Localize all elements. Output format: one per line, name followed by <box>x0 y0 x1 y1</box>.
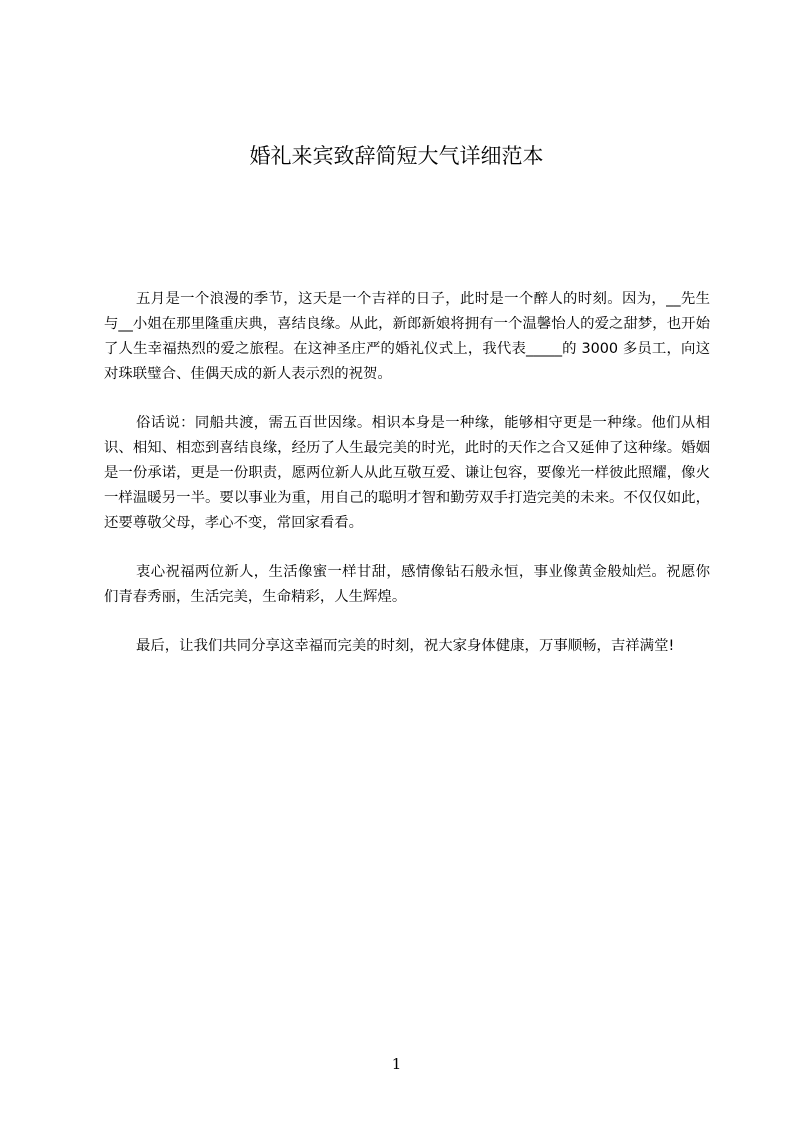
document-body <box>104 287 710 683</box>
paragraph-2: 俗话说：同船共渡，需五百世因缘。相识本身是一种缘，能够相守更是一种缘。他们从相识、相知、相恋到喜结良缘，经历了人生最完美的时光，此时的天作之合又延伸了这种缘。婚姻是一份承诺，更是一份职责，愿两位新人从此互敬互爱、谦让包容，要像光一样彼此照耀，像火一样温暖另一半。要以事业为重，用自己的聪明才智和勤劳双手打造完美的未来。不仅仅如此，还要尊敬父母，孝心不变，常回家看看。 <box>104 415 710 531</box>
page-number: 1 <box>391 1055 402 1073</box>
document-title: 婚礼来宾致辞简短大气详细范本 <box>249 144 544 168</box>
paragraph-1: 五月是一个浪漫的季节，这天是一个吉祥的日子，此时是一个醉人的时刻。因为，__先生与__小姐在那里隆重庆典，喜结良缘。从此，新郎新娘将拥有一个温馨怡人的爱之甜梦，也开始了人生幸福热烈的爱之旅程。在这神圣庄严的婚礼仪式上，我代表_____的 3000 多员工，向这对珠联璧合、佳偶天成的新人表示烈的祝贺。 <box>104 291 710 382</box>
paragraph-4: 最后，让我们共同分享这幸福而完美的时刻，祝大家身体健康，万事顺畅，吉祥满堂! <box>136 638 675 654</box>
paragraph-3: 衷心祝福两位新人，生活像蜜一样甘甜，感情像钻石般永恒，事业像黄金般灿烂。祝愿你们青春秀丽，生活完美，生命精彩，人生辉煌。 <box>104 564 710 605</box>
